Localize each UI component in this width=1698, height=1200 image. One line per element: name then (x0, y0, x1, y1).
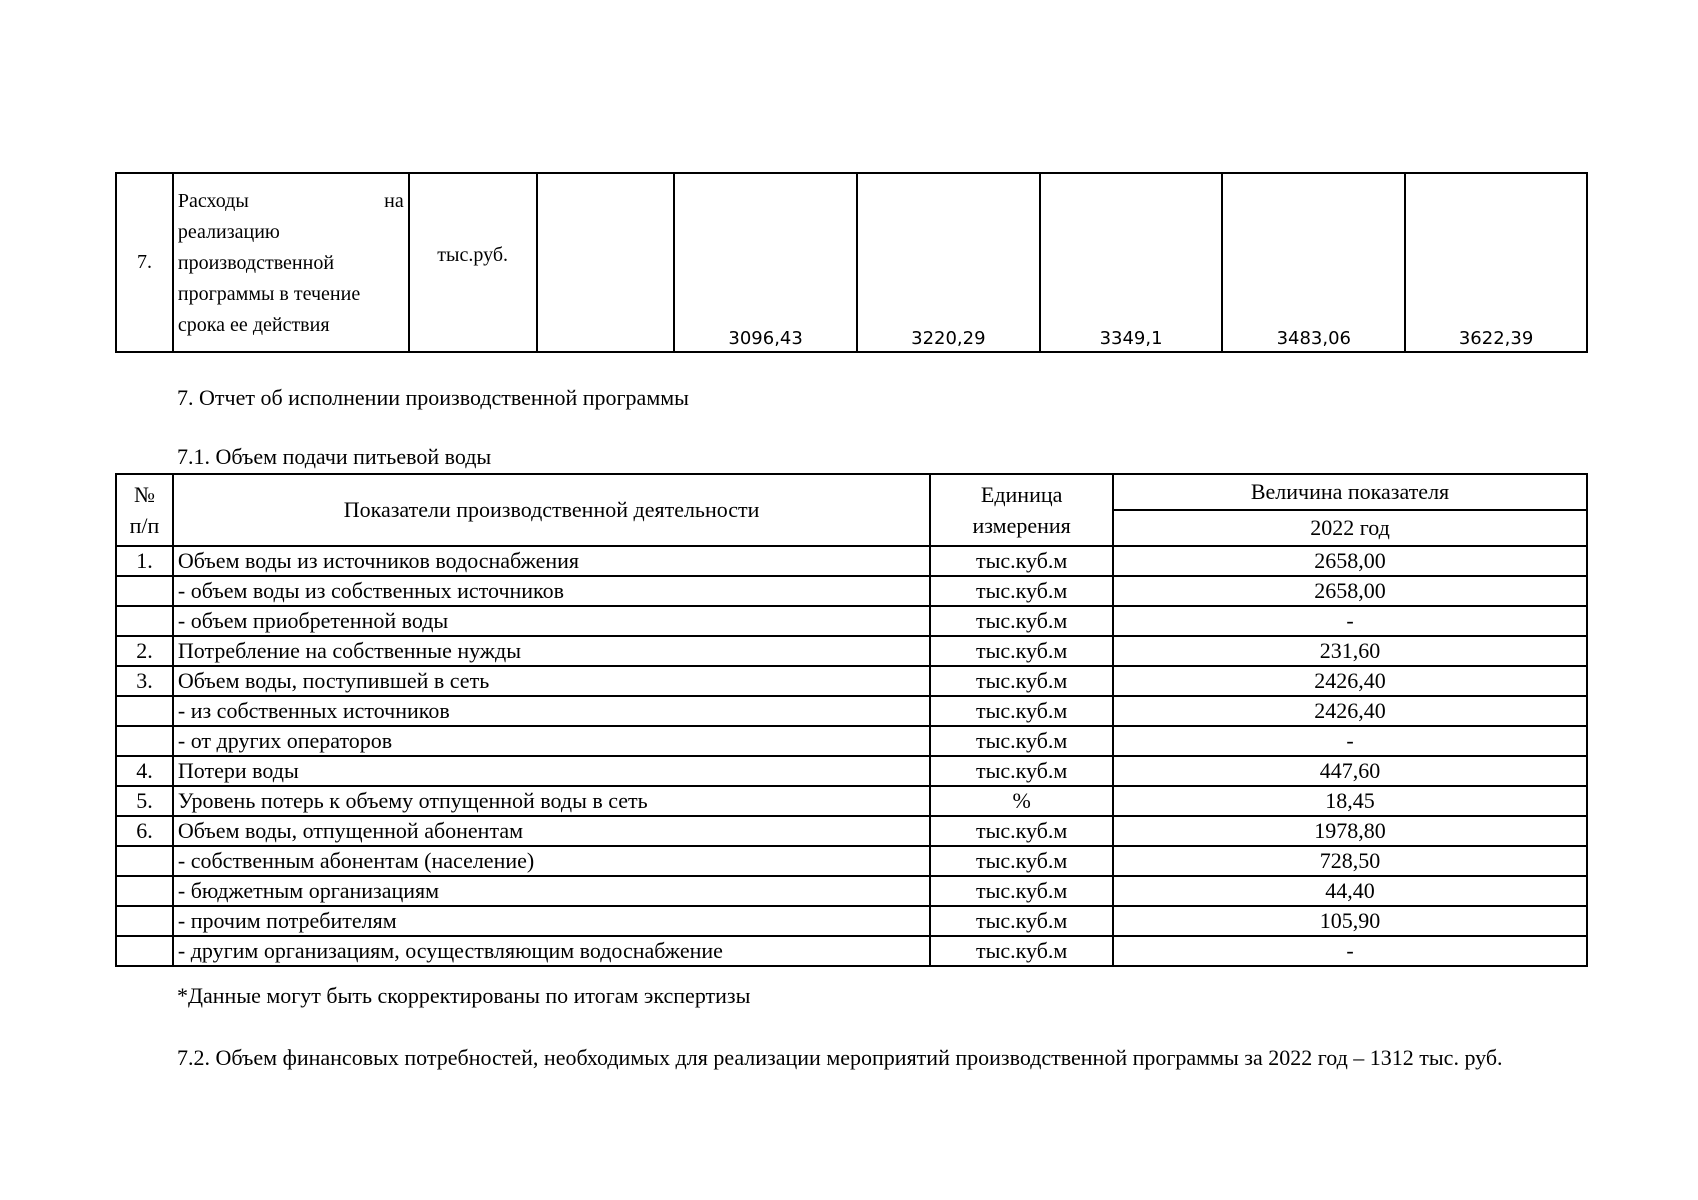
row-number: 2. (116, 636, 173, 666)
row-number: 5. (116, 786, 173, 816)
row-unit: тыс.куб.м (930, 816, 1113, 846)
row-value: 2426,40 (1113, 666, 1587, 696)
table-row (116, 726, 1587, 756)
header-number (116, 474, 173, 546)
row-number (116, 906, 173, 936)
row-value: 44,40 (1113, 876, 1587, 906)
row-value: - (1113, 726, 1587, 756)
desc-line-5: срока ее действия (177, 314, 330, 336)
table-row (116, 876, 1587, 906)
row-value: 18,45 (1113, 786, 1587, 816)
row-value: 2426,40 (1113, 696, 1587, 726)
row-indicator: Объем воды, поступившей в сеть (173, 666, 930, 696)
footnote: *Данные могут быть скорректированы по итогам экспертизы (177, 983, 751, 1008)
row-number: 4. (116, 756, 173, 786)
table-row (116, 666, 1587, 696)
row-value: 2658,00 (1113, 576, 1587, 606)
table-row (116, 576, 1587, 606)
row-value: - (1113, 936, 1587, 966)
row-indicator: - прочим потребителям (173, 906, 930, 936)
row-indicator: Уровень потерь к объему отпущенной воды в сеть (173, 786, 930, 816)
desc-line-4: программы в течение (177, 283, 361, 305)
expenses-value: 3349,1 (1040, 173, 1223, 352)
table-row (116, 786, 1587, 816)
financial-needs-paragraph: 7.2. Объем финансовых потребностей, необходимых для реализации мероприятий производственной программы за 2022 год – 1312 тыс. руб. (177, 1045, 1503, 1070)
row-value: - (1113, 606, 1587, 636)
table-row (116, 696, 1587, 726)
desc-line-1-right: на (384, 190, 404, 212)
row-value: 1978,80 (1113, 816, 1587, 846)
row-unit: тыс.куб.м (930, 606, 1113, 636)
row-number (116, 576, 173, 606)
subsection-title: 7.1. Объем подачи питьевой воды (177, 444, 492, 469)
row-unit: тыс.куб.м (930, 846, 1113, 876)
header-unit (930, 474, 1113, 546)
row-value: 447,60 (1113, 756, 1587, 786)
row-value: 728,50 (1113, 846, 1587, 876)
row-unit: тыс.куб.м (930, 546, 1113, 576)
row-unit: тыс.куб.м (930, 696, 1113, 726)
row-value: 231,60 (1113, 636, 1587, 666)
expenses-value: 3096,43 (674, 173, 857, 352)
row-indicator: - объем воды из собственных источников (173, 576, 930, 606)
row-number (116, 726, 173, 756)
row-number: 3. (116, 666, 173, 696)
header-unit-line-2: измерения (972, 513, 1071, 538)
row-indicator: Потребление на собственные нужды (173, 636, 930, 666)
expenses-value: 3220,29 (857, 173, 1040, 352)
table-row (116, 636, 1587, 666)
row-unit: % (930, 786, 1113, 816)
desc-line-3: производственной (177, 252, 335, 274)
row-indicator: - из собственных источников (173, 696, 930, 726)
row-unit: тыс.куб.м (930, 636, 1113, 666)
expenses-value: 3483,06 (1222, 173, 1405, 352)
header-indicator: Показатели производственной деятельности (173, 474, 930, 546)
row-indicator: Объем воды, отпущенной абонентам (173, 816, 930, 846)
table-row (116, 546, 1587, 576)
header-year: 2022 год (1113, 510, 1587, 546)
row-unit: тыс.куб.м (930, 756, 1113, 786)
header-number-line-2: п/п (129, 513, 160, 538)
header-value: Величина показателя (1113, 474, 1587, 510)
table-body (116, 546, 1587, 966)
row-unit: тыс.куб.м (930, 906, 1113, 936)
desc-line-1-left: Расходы (177, 190, 249, 212)
table-header-row (116, 474, 1587, 510)
row-number: 6. (116, 816, 173, 846)
desc-line-2: реализацию (177, 221, 280, 243)
row-number (116, 876, 173, 906)
row-unit: тыс.куб.м (930, 726, 1113, 756)
row-unit: тыс.куб.м (930, 576, 1113, 606)
row-value: 2658,00 (1113, 546, 1587, 576)
row-number (116, 606, 173, 636)
water-supply-table (115, 473, 1588, 967)
row-unit: тыс.куб.м (930, 876, 1113, 906)
table-row (116, 846, 1587, 876)
header-unit-line-1: Единица (980, 482, 1063, 507)
expenses-value: 3622,39 (1405, 173, 1587, 352)
row-indicator: - бюджетным организациям (173, 876, 930, 906)
row-indicator: Объем воды из источников водоснабжения (173, 546, 930, 576)
expenses-row-number: 7. (116, 173, 173, 352)
expenses-unit: тыс.руб. (409, 173, 537, 352)
row-indicator: - объем приобретенной воды (173, 606, 930, 636)
row-indicator: - собственным абонентам (население) (173, 846, 930, 876)
row-indicator: - другим организациям, осуществляющим водоснабжение (173, 936, 930, 966)
table-row (116, 936, 1587, 966)
row-number (116, 846, 173, 876)
expenses-row (116, 173, 1587, 352)
row-number (116, 936, 173, 966)
table-row (116, 756, 1587, 786)
row-unit: тыс.куб.м (930, 936, 1113, 966)
header-number-line-1: № (133, 482, 155, 507)
expenses-empty-cell (537, 173, 675, 352)
expenses-table (115, 172, 1588, 353)
row-indicator: - от других операторов (173, 726, 930, 756)
table-row (116, 816, 1587, 846)
expenses-description (173, 173, 409, 352)
row-unit: тыс.куб.м (930, 666, 1113, 696)
section-title: 7. Отчет об исполнении производственной программы (177, 385, 689, 410)
table-row (116, 606, 1587, 636)
table-row (116, 906, 1587, 936)
row-number (116, 696, 173, 726)
row-indicator: Потери воды (173, 756, 930, 786)
row-value: 105,90 (1113, 906, 1587, 936)
row-number: 1. (116, 546, 173, 576)
